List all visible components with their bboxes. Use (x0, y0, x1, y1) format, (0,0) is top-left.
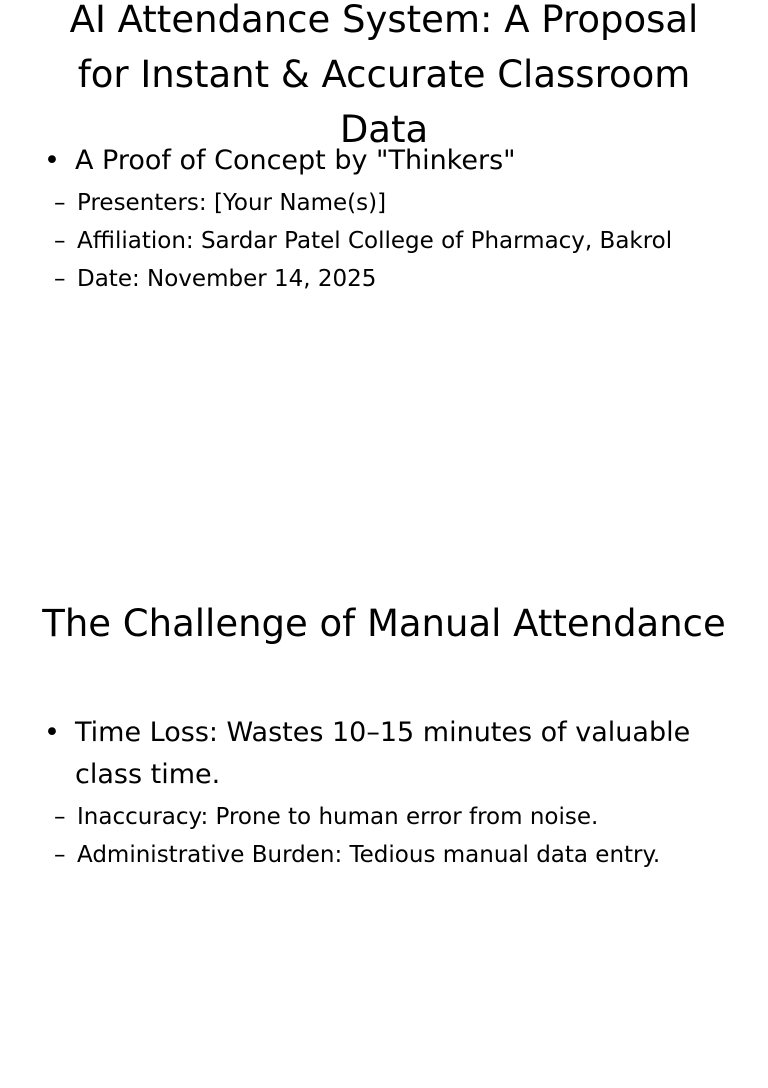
sub-bullet-item (54, 186, 734, 220)
dash-icon: – (54, 842, 66, 868)
sub-bullet-item (54, 800, 734, 834)
sub-bullet-list (54, 800, 734, 872)
dash-icon: – (54, 228, 66, 254)
dash-icon: – (54, 804, 66, 830)
date-text: Date: November 14, 2025 (77, 266, 377, 292)
bullet-icon: • (44, 717, 60, 748)
bullet-item (44, 712, 734, 796)
bullet-text: A Proof of Concept by "Thinkers" (75, 145, 516, 176)
slide-1-content (44, 140, 734, 296)
admin-burden-text: Administrative Burden: Tedious manual data entry. (77, 842, 661, 868)
sub-bullet-list (54, 186, 734, 296)
slide-1-title: AI Attendance System: A Proposal for Instant & Accurate Classroom Data (69, 0, 699, 151)
slide-2-content (44, 712, 734, 872)
sub-bullet-item (54, 838, 734, 872)
presenters-text: Presenters: [Your Name(s)] (77, 190, 387, 216)
dash-icon: – (54, 190, 66, 216)
time-loss-text: Time Loss: Wastes 10–15 minutes of valuable class time. (75, 717, 691, 790)
slide-1 (0, 0, 768, 512)
bullet-item (44, 140, 734, 182)
slide-2 (0, 576, 768, 1088)
slide-2-title: The Challenge of Manual Attendance (42, 602, 726, 645)
affiliation-text: Affiliation: Sardar Patel College of Pharmacy, Bakrol (77, 228, 673, 254)
inaccuracy-text: Inaccuracy: Prone to human error from noise. (77, 804, 599, 830)
bullet-icon: • (44, 145, 60, 176)
sub-bullet-item (54, 262, 734, 296)
dash-icon: – (54, 266, 66, 292)
sub-bullet-item (54, 224, 734, 258)
